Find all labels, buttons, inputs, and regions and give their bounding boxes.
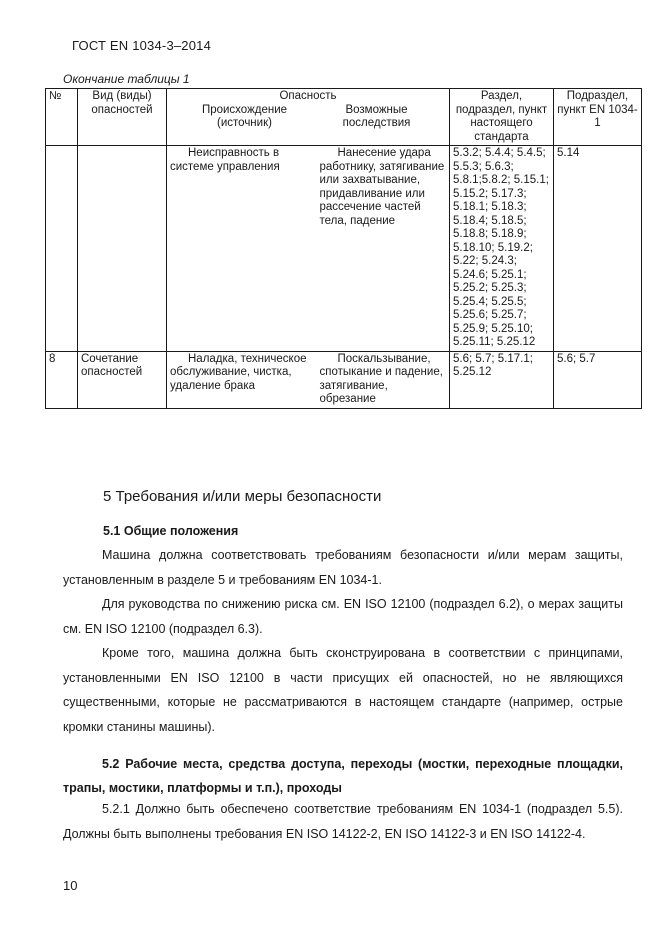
cell-consequences: Нанесение удара работнику, затягивание или захватывание, придавливание или рассечение частей тела, падение bbox=[317, 146, 450, 352]
table-header-row bbox=[46, 89, 642, 146]
paragraph: 5.2.1 Должно быть обеспечено соответствие требованиям EN 1034-1 (подраздел 5.5). Должны быть выполнены требования EN ISO 14122-2, EN ISO 14122-3 и EN ISO 14122-4. bbox=[63, 802, 623, 841]
section-5-title: 5 Требования и/или меры безопасности bbox=[103, 488, 382, 505]
cell-type: Сочетание опасностей bbox=[78, 351, 167, 408]
hazard-table bbox=[45, 88, 642, 409]
cell-origin: Неисправность в системе управления bbox=[167, 146, 317, 352]
page-number: 10 bbox=[63, 878, 78, 893]
cell-section: 5.6; 5.7; 5.17.1; 5.25.12 bbox=[450, 351, 554, 408]
document-header: ГОСТ EN 1034-3–2014 bbox=[72, 38, 212, 53]
paragraph-block-5-2 bbox=[63, 797, 623, 846]
section-5-1-title: 5.1 Общие положения bbox=[103, 524, 239, 538]
header-no: № bbox=[46, 89, 78, 146]
cell-subsection: 5.14 bbox=[554, 146, 642, 352]
cell-consequences: Поскальзывание, спотыкание и падение, затягивание, обрезание bbox=[317, 351, 450, 408]
header-hazard-subcolumns bbox=[170, 104, 446, 131]
header-origin: Происхождение (источник) bbox=[201, 103, 288, 129]
header-subsection: Подраздел, пункт EN 1034-1 bbox=[554, 89, 642, 146]
table-row bbox=[46, 146, 642, 352]
header-hazard-label: Опасность bbox=[279, 90, 337, 102]
header-section: Раздел, подраздел, пункт настоящего стандарта bbox=[450, 89, 554, 146]
cell-no: 8 bbox=[46, 351, 78, 408]
paragraph: Для руководства по снижению риска см. EN ISO 12100 (подраздел 6.2), о мерах защиты см. EN ISO 12100 (подраздел 6.3). bbox=[63, 597, 623, 636]
section-5-2-title: 5.2 Рабочие места, средства доступа, переходы (мостки, переходные площадки, трапы, мостики, платформы и т.п.), проходы bbox=[63, 757, 623, 795]
paragraph: Кроме того, машина должна быть сконструирована в соответствии с принципами, установленными EN ISO 12100 в части присущих ей опасностей, но не являющихся существенными, которые не рассматриваются в настоящем стандарте (например, острые кромки станины машины). bbox=[63, 646, 623, 734]
cell-origin: Наладка, техническое обслуживание, чистка, удаление брака bbox=[167, 351, 317, 408]
cell-type bbox=[78, 146, 167, 352]
table-caption: Окончание таблицы 1 bbox=[63, 72, 190, 86]
cell-subsection: 5.6; 5.7 bbox=[554, 351, 642, 408]
header-hazard bbox=[167, 89, 450, 146]
header-consequences: Возможные последствия bbox=[342, 103, 411, 129]
cell-section: 5.3.2; 5.4.4; 5.4.5; 5.5.3; 5.6.3; 5.8.1;5.8.2; 5.15.1; 5.15.2; 5.17.3; 5.18.1; 5.18.3; 5.18.4; 5.18.5; 5.18.8; 5.18.9; 5.18.10; 5.19.2; 5.22; 5.24.3; 5.24.6; 5.25.1; 5.25.2; 5.25.3; 5.25.4; 5.25.5; 5.25.6; 5.25.7; 5.25.9; 5.25.10; 5.25.11; 5.25.12 bbox=[450, 146, 554, 352]
table-row bbox=[46, 351, 642, 408]
header-hazard-type: Вид (виды) опасностей bbox=[78, 89, 167, 146]
cell-no bbox=[46, 146, 78, 352]
paragraph-block-5-1 bbox=[63, 543, 623, 739]
paragraph: Машина должна соответствовать требованиям безопасности и/или мерам защиты, установленным в разделе 5 и требованиям EN 1034-1. bbox=[63, 548, 623, 587]
section-5-2-block bbox=[63, 752, 623, 800]
